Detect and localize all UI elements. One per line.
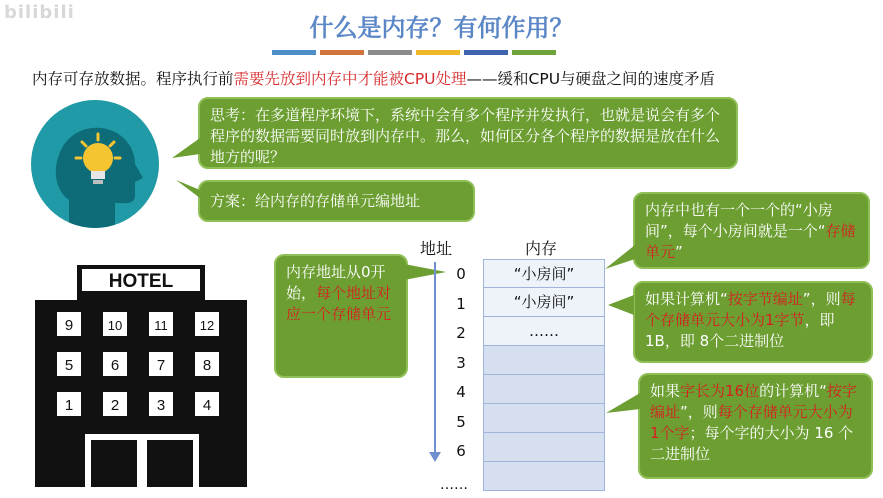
memory-cell: [483, 462, 605, 491]
callout-think-text: 思考：在多道程序环境下，系统中会有多个程序并发执行，也就是说会有多个程序的数据需要同时放到内存中。那么，如何区分各个程序的数据是放在什么地方的呢？: [210, 106, 721, 166]
address-number: 6: [456, 442, 466, 460]
callout-byte-pointer: [608, 295, 636, 317]
memory-cell: ……: [483, 317, 605, 346]
address-number: 5: [456, 412, 466, 431]
address-axis-arrow: [429, 452, 441, 462]
address-number: 4: [456, 383, 466, 401]
callout-byte-part3: ，即 1B，即 8个二进制位: [645, 311, 835, 350]
callout-address-pointer: [404, 262, 448, 284]
memory-cell: “小房间”: [483, 259, 605, 288]
callout-word-h1: 字长为16位: [680, 382, 760, 400]
address-more: ……: [440, 477, 468, 493]
hotel-sign: HOTEL: [108, 271, 174, 292]
hotel-room-number: 6: [110, 357, 120, 374]
callout-room-pointer: [605, 245, 637, 271]
callout-word-pointer: [606, 393, 642, 419]
address-label: 地址: [420, 239, 453, 258]
callout-word-part2: 的计算机“: [759, 382, 827, 400]
callout-word-part1: 如果: [650, 382, 681, 400]
hotel-room-number: 7: [156, 357, 166, 374]
callout-byte-part2: ”，则: [802, 290, 841, 308]
callout-room-part1: 内存中也有一个一个的“小房间”，每个小房间就是一个“: [645, 201, 833, 240]
callout-address: [274, 254, 408, 378]
hotel-room-number: 8: [202, 357, 212, 374]
address-number: 2: [456, 324, 466, 342]
callout-address-part1: 内存地址从0开始，: [286, 263, 386, 302]
color-bar-2: [320, 50, 364, 55]
intro-part1: 内存可存放数据。程序执行前: [32, 70, 234, 88]
hotel-room-number: 1: [64, 397, 74, 414]
memory-cell: [483, 346, 605, 375]
intro-part2: ——缓和CPU与硬盘之间的速度矛盾: [466, 70, 716, 88]
hotel-room-number: 5: [64, 357, 74, 374]
page-title: 什么是内存？有何作用？: [309, 14, 574, 42]
callout-room: [633, 192, 870, 269]
callout-plan: [198, 180, 475, 222]
callout-room-highlight: 存储单元: [645, 222, 856, 261]
callout-word-h3: 每个存储单元大小为: [717, 403, 853, 421]
callout-word: [638, 373, 873, 479]
bilibili-watermark: bilibili: [4, 2, 75, 23]
callout-plan-text: 方案：给内存的存储单元编地址: [210, 192, 421, 210]
memory-cells: [483, 259, 605, 491]
callout-think-pointer: [172, 138, 202, 160]
callout-byte-h2: 每个存储单元大小为1字节: [645, 290, 856, 329]
callout-word-h2: 按字编址: [650, 382, 857, 421]
color-bar-4: [416, 50, 460, 55]
memory-cell: [483, 404, 605, 433]
hotel-room-number: 12: [199, 318, 215, 333]
intro-text: [32, 67, 715, 89]
hotel-room-number: 4: [202, 397, 212, 414]
memory-label: 内存: [525, 239, 558, 258]
address-number: 3: [456, 353, 466, 372]
color-bar-5: [464, 50, 508, 55]
memory-cell: [483, 375, 605, 404]
callout-byte-h1: 按字节编址: [727, 290, 803, 308]
color-bar-1: [272, 50, 316, 55]
callout-word-h4: 1个字: [650, 424, 690, 442]
callout-byte-part1: 如果计算机“: [645, 290, 728, 308]
callout-address-highlight: 每个地址对应一个存储单元: [286, 284, 392, 323]
hotel-illustration: [35, 262, 250, 487]
callout-plan-pointer: [176, 178, 202, 200]
callout-word-part3: ”，则: [680, 403, 718, 421]
hotel-room-number: 3: [156, 397, 166, 414]
color-bar-3: [368, 50, 412, 55]
address-axis: [434, 262, 436, 457]
hotel-room-number: 9: [64, 317, 74, 334]
callout-think: [198, 97, 738, 169]
callout-room-part2: ”: [675, 243, 683, 261]
address-number: 0: [456, 265, 466, 283]
intro-highlight: 需要先放到内存中才能被CPU处理: [233, 70, 467, 88]
memory-cell: [483, 433, 605, 462]
thinking-head-icon: [31, 100, 159, 228]
hotel-room-number: 10: [107, 318, 123, 333]
color-bar-6: [512, 50, 556, 55]
callout-word-part4: ；每个字的大小为 16 个二进制位: [650, 424, 854, 463]
callout-byte: [633, 281, 873, 363]
memory-cell: “小房间”: [483, 288, 605, 317]
hotel-room-number: 2: [110, 397, 120, 414]
address-number: 1: [456, 294, 466, 313]
hotel-room-number: 11: [154, 318, 168, 333]
